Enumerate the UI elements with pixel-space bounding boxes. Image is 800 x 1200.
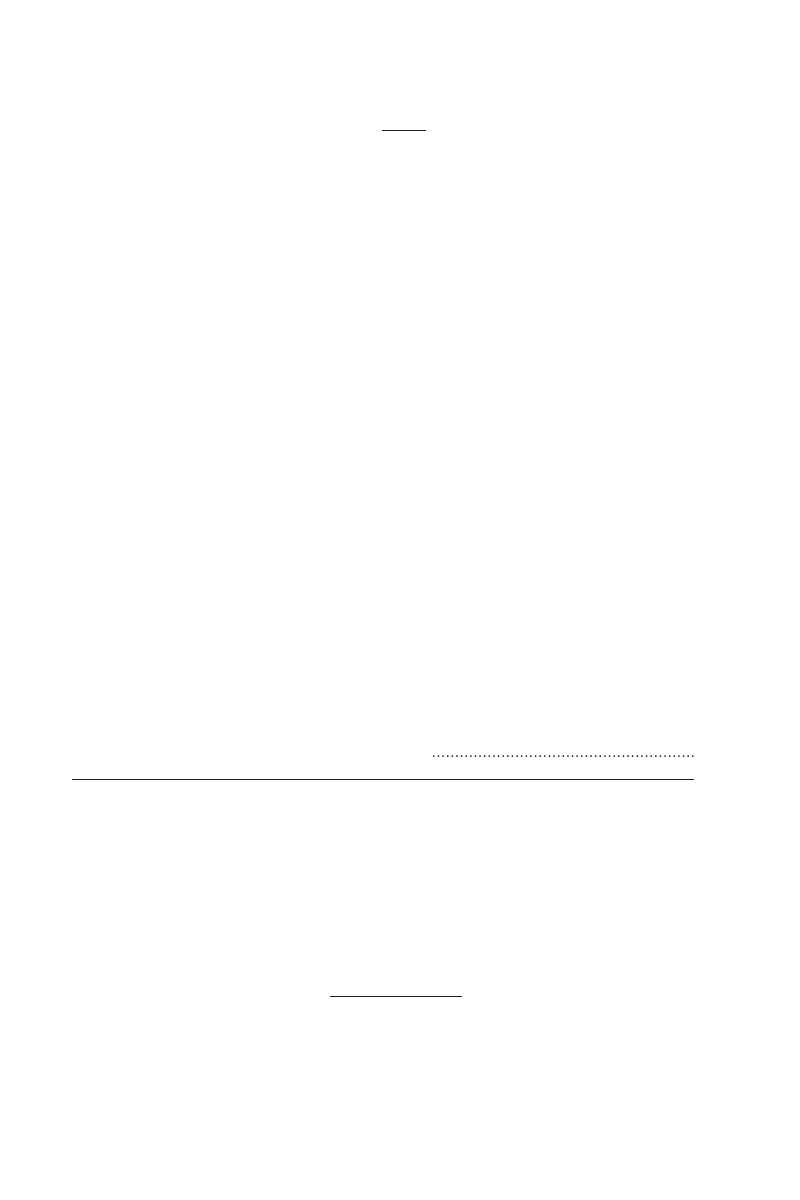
end-rule xyxy=(330,996,462,997)
section-rule xyxy=(72,779,694,780)
total-line xyxy=(0,745,800,763)
title-rule xyxy=(382,130,426,131)
total-leader: ......................................................... xyxy=(432,745,696,761)
